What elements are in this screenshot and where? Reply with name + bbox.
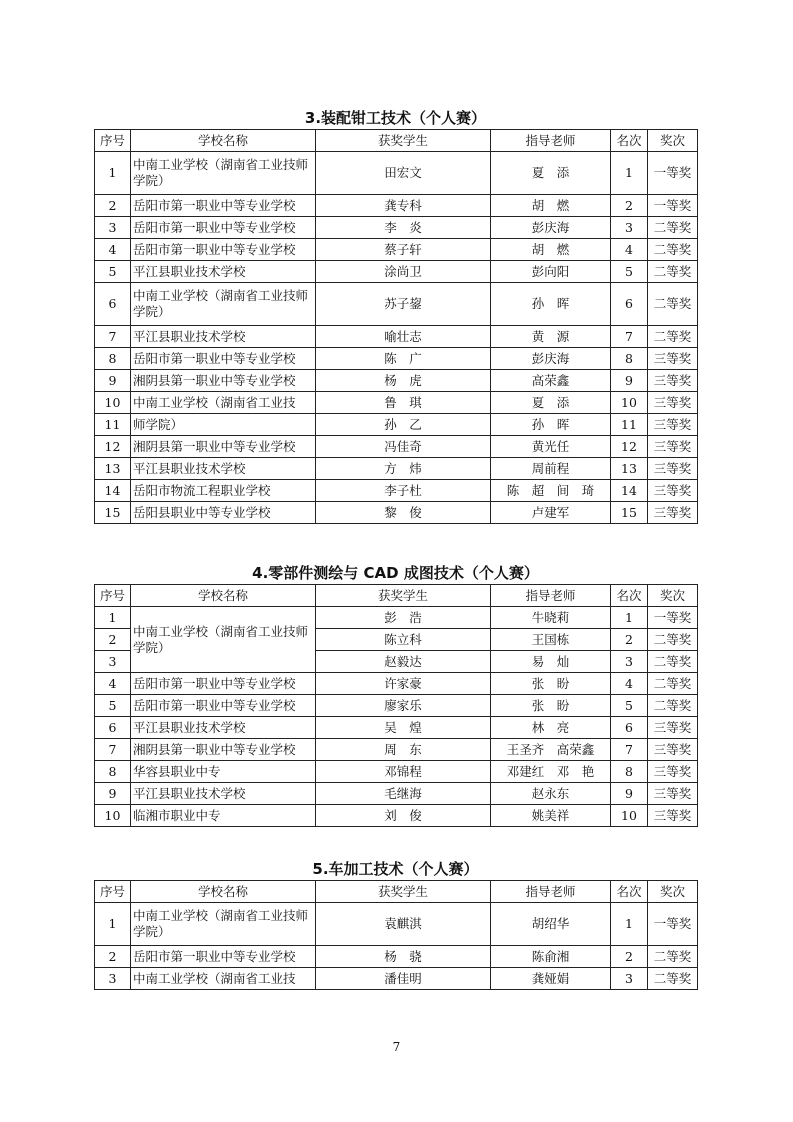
row-award: 三等奖 [648,502,698,524]
row-student: 许家豪 [316,673,491,695]
row-award: 三等奖 [648,370,698,392]
row-student: 蔡子轩 [316,239,491,261]
row-no: 1 [95,903,131,946]
row-student: 杨 虎 [316,370,491,392]
row-student: 方 炜 [316,458,491,480]
row-student: 黎 俊 [316,502,491,524]
row-rank: 1 [611,903,648,946]
row-no: 5 [95,261,131,283]
row-teacher: 彭向阳 [491,261,611,283]
row-teacher: 孙 晖 [491,283,611,326]
row-student: 赵毅达 [316,651,491,673]
row-rank: 3 [611,968,648,990]
table-header-row [95,881,698,903]
header-award: 奖次 [648,881,698,903]
table-row [95,436,698,458]
table-row [95,903,698,946]
row-student: 毛继海 [316,783,491,805]
row-award: 二等奖 [648,239,698,261]
section-5 [94,858,697,990]
row-no: 15 [95,502,131,524]
table-row [95,717,698,739]
row-rank: 10 [611,805,648,827]
row-no: 7 [95,326,131,348]
row-rank: 1 [611,607,648,629]
row-teacher: 姚美祥 [491,805,611,827]
row-student: 涂尚卫 [316,261,491,283]
row-no: 10 [95,392,131,414]
row-teacher: 胡 燃 [491,195,611,217]
row-student: 孙 乙 [316,414,491,436]
table-row [95,392,698,414]
table-header-row [95,130,698,152]
row-award: 三等奖 [648,761,698,783]
section-4-title: 4.零部件测绘与 CAD 成图技术（个人赛） [252,564,539,582]
row-no: 2 [95,195,131,217]
row-teacher: 周前程 [491,458,611,480]
row-rank: 9 [611,783,648,805]
row-no: 7 [95,739,131,761]
row-student: 李子杜 [316,480,491,502]
table-row [95,739,698,761]
table-row [95,502,698,524]
header-school: 学校名称 [131,130,316,152]
row-teacher: 孙 晖 [491,414,611,436]
row-no: 2 [95,946,131,968]
header-student: 获奖学生 [316,881,491,903]
row-teacher: 王国栋 [491,629,611,651]
row-no: 6 [95,283,131,326]
row-award: 一等奖 [648,607,698,629]
row-teacher: 黄光任 [491,436,611,458]
row-no: 6 [95,717,131,739]
row-school: 平江县职业技术学校 [131,717,316,739]
row-rank: 9 [611,370,648,392]
row-rank: 14 [611,480,648,502]
row-school: 岳阳市第一职业中等专业学校 [131,695,316,717]
row-school: 岳阳市物流工程职业学校 [131,480,316,502]
row-school: 岳阳市第一职业中等专业学校 [131,195,316,217]
row-teacher: 高荣鑫 [491,370,611,392]
row-student: 潘佳明 [316,968,491,990]
row-award: 三等奖 [648,392,698,414]
row-teacher: 陈俞湘 [491,946,611,968]
row-rank: 1 [611,152,648,195]
table-row [95,414,698,436]
row-no: 13 [95,458,131,480]
row-award: 三等奖 [648,783,698,805]
row-award: 二等奖 [648,695,698,717]
row-no: 11 [95,414,131,436]
row-teacher: 卢建军 [491,502,611,524]
row-no: 5 [95,695,131,717]
row-student: 龚专科 [316,195,491,217]
row-rank: 2 [611,946,648,968]
row-teacher: 王圣齐 高荣鑫 [491,739,611,761]
row-student: 彭 浩 [316,607,491,629]
row-rank: 10 [611,392,648,414]
row-award: 二等奖 [648,946,698,968]
section-4 [94,562,697,827]
row-award: 三等奖 [648,348,698,370]
row-award: 二等奖 [648,629,698,651]
row-student: 李 炎 [316,217,491,239]
row-teacher: 张 盼 [491,695,611,717]
row-school: 岳阳市第一职业中等专业学校 [131,217,316,239]
table-row [95,283,698,326]
section-3-title: 3.装配钳工技术（个人赛） [304,109,487,127]
row-rank: 8 [611,761,648,783]
row-no: 4 [95,239,131,261]
row-teacher: 张 盼 [491,673,611,695]
table-row [95,607,698,629]
table-row [95,805,698,827]
row-teacher: 彭庆海 [491,348,611,370]
header-rank: 名次 [611,881,648,903]
row-rank: 6 [611,717,648,739]
table-row [95,326,698,348]
row-rank: 8 [611,348,648,370]
row-award: 二等奖 [648,261,698,283]
header-student: 获奖学生 [316,130,491,152]
row-school: 岳阳市第一职业中等专业学校 [131,673,316,695]
row-rank: 4 [611,673,648,695]
row-student: 鲁 琪 [316,392,491,414]
row-school: 湘阴县第一职业中等专业学校 [131,739,316,761]
row-student: 吴 煌 [316,717,491,739]
row-award: 三等奖 [648,436,698,458]
row-school: 平江县职业技术学校 [131,458,316,480]
row-award: 二等奖 [648,283,698,326]
header-award: 奖次 [648,130,698,152]
row-school: 岳阳市第一职业中等专业学校 [131,239,316,261]
row-school-merged: 中南工业学校（湖南省工业技师学院） [131,607,316,673]
header-award: 奖次 [648,585,698,607]
row-rank: 5 [611,261,648,283]
table-row [95,761,698,783]
row-school: 平江县职业技术学校 [131,783,316,805]
row-award: 一等奖 [648,152,698,195]
table-row [95,783,698,805]
row-student: 陈立科 [316,629,491,651]
row-teacher: 夏 添 [491,392,611,414]
row-school: 中南工业学校（湖南省工业技师学院） [131,283,316,326]
row-award: 三等奖 [648,480,698,502]
row-school: 平江县职业技术学校 [131,261,316,283]
row-student: 喻壮志 [316,326,491,348]
row-rank: 5 [611,695,648,717]
section-3-table [94,129,698,524]
row-no: 14 [95,480,131,502]
row-teacher: 牛晓莉 [491,607,611,629]
row-student: 苏子鋆 [316,283,491,326]
row-rank: 6 [611,283,648,326]
row-no: 2 [95,629,131,651]
row-no: 4 [95,673,131,695]
row-teacher: 林 亮 [491,717,611,739]
section-5-title: 5.车加工技术（个人赛） [312,860,479,878]
row-no: 1 [95,152,131,195]
row-rank: 7 [611,326,648,348]
row-school: 湘阴县第一职业中等专业学校 [131,436,316,458]
table-row [95,480,698,502]
row-school: 岳阳县职业中等专业学校 [131,502,316,524]
table-row [95,458,698,480]
row-award: 三等奖 [648,739,698,761]
row-rank: 4 [611,239,648,261]
section-3 [94,107,697,524]
row-award: 二等奖 [648,217,698,239]
row-rank: 3 [611,651,648,673]
row-teacher: 龚娅娟 [491,968,611,990]
row-school: 师学院） [131,414,316,436]
row-rank: 11 [611,414,648,436]
row-school: 临湘市职业中专 [131,805,316,827]
row-no: 10 [95,805,131,827]
row-rank: 3 [611,217,648,239]
row-award: 二等奖 [648,673,698,695]
header-rank: 名次 [611,585,648,607]
row-no: 8 [95,348,131,370]
table-row [95,968,698,990]
row-award: 二等奖 [648,326,698,348]
row-award: 三等奖 [648,414,698,436]
table-row [95,239,698,261]
row-award: 三等奖 [648,717,698,739]
row-school: 岳阳市第一职业中等专业学校 [131,348,316,370]
row-student: 廖家乐 [316,695,491,717]
row-teacher: 赵永东 [491,783,611,805]
header-teacher: 指导老师 [491,130,611,152]
row-student: 陈 广 [316,348,491,370]
table-row [95,195,698,217]
row-teacher: 夏 添 [491,152,611,195]
row-no: 9 [95,783,131,805]
row-school: 中南工业学校（湖南省工业技师学院） [131,903,316,946]
header-no: 序号 [95,881,131,903]
header-no: 序号 [95,130,131,152]
row-no: 1 [95,607,131,629]
row-rank: 2 [611,629,648,651]
row-rank: 2 [611,195,648,217]
row-no: 3 [95,217,131,239]
header-rank: 名次 [611,130,648,152]
row-award: 三等奖 [648,458,698,480]
table-row [95,695,698,717]
header-student: 获奖学生 [316,585,491,607]
table-header-row [95,585,698,607]
header-no: 序号 [95,585,131,607]
row-award: 一等奖 [648,903,698,946]
row-award: 三等奖 [648,805,698,827]
row-school: 岳阳市第一职业中等专业学校 [131,946,316,968]
row-student: 田宏文 [316,152,491,195]
row-no: 8 [95,761,131,783]
row-teacher: 黄 源 [491,326,611,348]
row-rank: 12 [611,436,648,458]
row-no: 12 [95,436,131,458]
header-teacher: 指导老师 [491,585,611,607]
row-teacher: 邓建红 邓 艳 [491,761,611,783]
row-school: 中南工业学校（湖南省工业技 [131,968,316,990]
row-teacher: 彭庆海 [491,217,611,239]
row-student: 刘 俊 [316,805,491,827]
row-award: 二等奖 [648,651,698,673]
section-5-table [94,880,698,990]
row-school: 中南工业学校（湖南省工业技师学院） [131,152,316,195]
row-award: 二等奖 [648,968,698,990]
row-no: 9 [95,370,131,392]
table-row [95,152,698,195]
row-teacher: 胡 燃 [491,239,611,261]
row-student: 邓锦程 [316,761,491,783]
row-student: 杨 骁 [316,946,491,968]
row-no: 3 [95,968,131,990]
row-school: 湘阴县第一职业中等专业学校 [131,370,316,392]
page-number: 7 [392,1040,401,1054]
row-rank: 15 [611,502,648,524]
row-no: 3 [95,651,131,673]
header-school: 学校名称 [131,585,316,607]
table-row [95,217,698,239]
table-row [95,673,698,695]
section-4-table [94,584,698,827]
row-award: 一等奖 [648,195,698,217]
row-teacher: 胡绍华 [491,903,611,946]
row-student: 周 东 [316,739,491,761]
row-rank: 7 [611,739,648,761]
row-student: 袁麒淇 [316,903,491,946]
row-teacher: 易 灿 [491,651,611,673]
table-row [95,261,698,283]
row-rank: 13 [611,458,648,480]
row-school: 中南工业学校（湖南省工业技 [131,392,316,414]
row-teacher: 陈 超 间 琦 [491,480,611,502]
header-school: 学校名称 [131,881,316,903]
row-school: 华容县职业中专 [131,761,316,783]
row-school: 平江县职业技术学校 [131,326,316,348]
table-row [95,348,698,370]
table-row [95,370,698,392]
table-row [95,946,698,968]
row-student: 冯佳奇 [316,436,491,458]
header-teacher: 指导老师 [491,881,611,903]
